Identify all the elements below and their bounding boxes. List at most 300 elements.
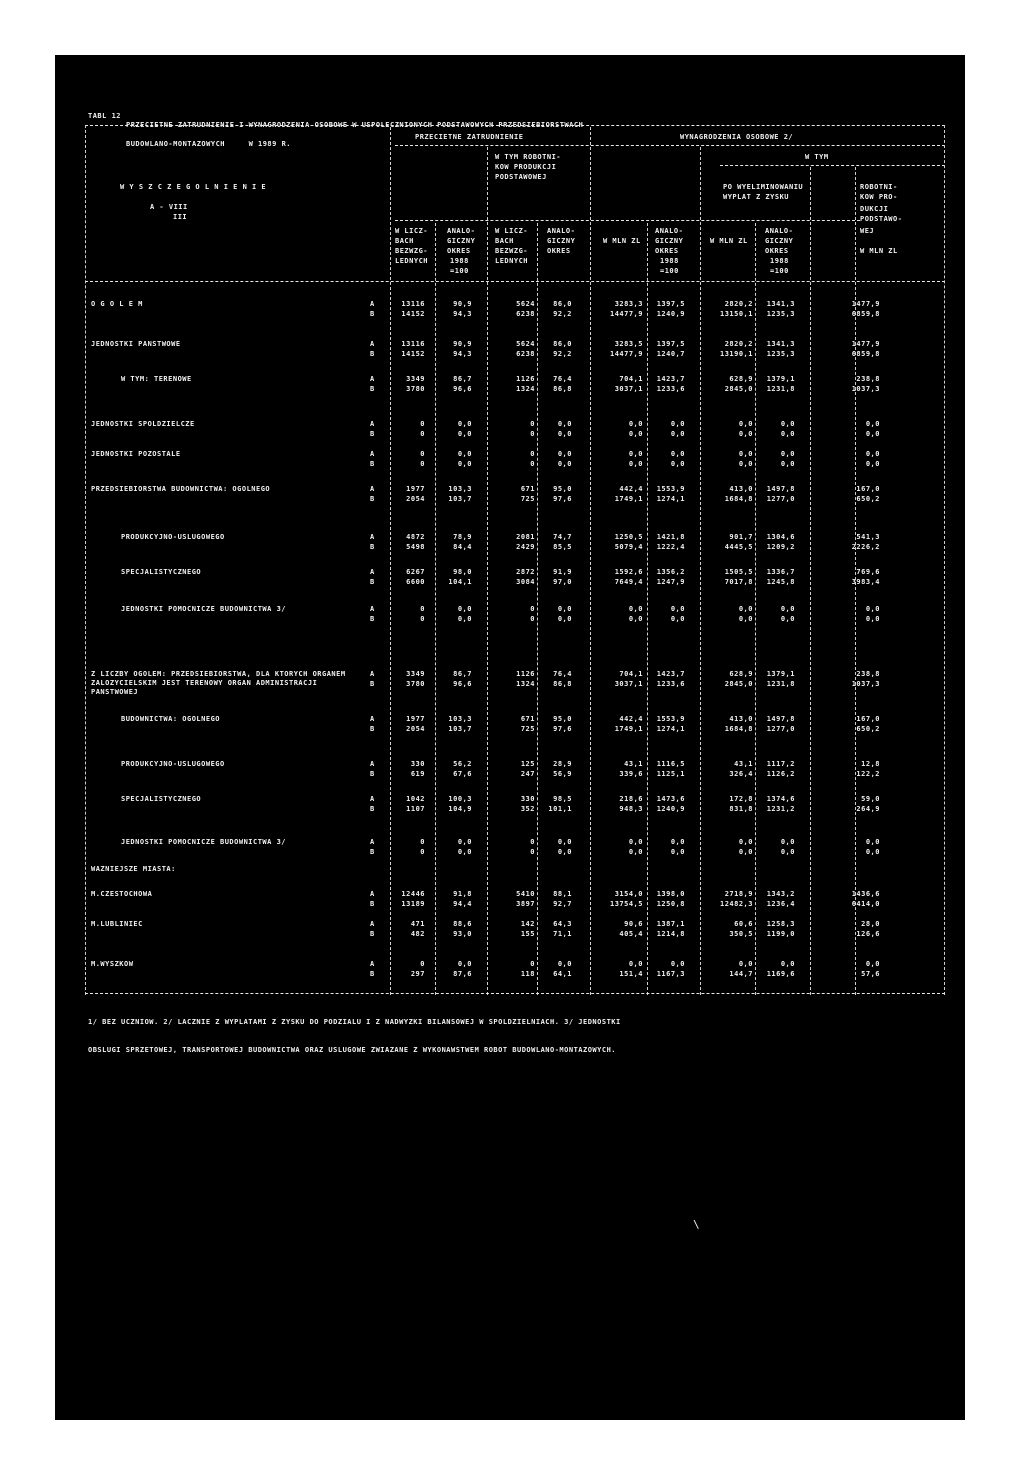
table-cell: 144,7 [729,970,753,978]
table-cell: 725 [520,725,535,733]
table-cell: 413,0 [729,715,753,723]
table-cell: 0,0 [865,450,880,458]
table-cell: 413,0 [729,485,753,493]
table-cell: 0,0 [670,838,685,846]
table-cell: 1042 [406,795,425,803]
table-cell: 0,0 [780,960,795,968]
table-cell: 85,5 [553,543,572,551]
table-cell: 1341,3 [766,300,795,308]
table-row [55,670,965,680]
table-cell: 5624 [516,340,535,348]
table-cell: 7649,4 [614,578,643,586]
table-cell: 1250,5 [614,533,643,541]
variant-label: B [370,578,375,586]
index-heading-d3: OKRES [765,247,789,255]
table-cell: 0,0 [557,848,572,856]
table-cell: 1117,2 [766,760,795,768]
table-cell: 264,9 [856,805,880,813]
table-row [55,495,965,505]
table-cell: 1374,6 [766,795,795,803]
table-cell: 1324 [516,680,535,688]
table-cell: 103,3 [448,485,472,493]
table-cell: 94,3 [453,310,472,318]
table-cell: 0,0 [557,960,572,968]
table-cell: 0 [420,450,425,458]
table-cell: 3897 [516,900,535,908]
variant-label: B [370,848,375,856]
table-cell: 12,8 [861,760,880,768]
count-heading-1: W LICZ- [395,227,429,235]
table-cell: 0,0 [738,430,753,438]
table-cell: 1387,1 [656,920,685,928]
table-cell: 1126,2 [766,770,795,778]
table-cell: 97,6 [553,495,572,503]
table-cell: 2820,2 [724,340,753,348]
table-cell: 4445,5 [724,543,753,551]
count-heading-4: LEDNYCH [395,257,429,265]
table-cell: 94,4 [453,900,472,908]
table-cell: 0,0 [557,615,572,623]
employment-group-heading: PRZECIETNE ZATRUDNIENIE [415,133,524,141]
table-cell: 4872 [406,533,425,541]
table-cell: 1341,3 [766,340,795,348]
table-cell: 76,4 [553,670,572,678]
table-cell: 238,8 [856,670,880,678]
table-cell: 1343,2 [766,890,795,898]
table-cell: 0 [420,460,425,468]
table-row [55,805,965,815]
index-heading-c3: OKRES [655,247,679,255]
table-row [55,605,965,615]
table-cell: 0,0 [628,430,643,438]
footnotes [88,1000,621,1074]
wtym-heading: W TYM [805,153,829,161]
table-cell: 218,6 [619,795,643,803]
table-cell: 101,1 [548,805,572,813]
table-cell: 725 [520,495,535,503]
table-cell: 1240,7 [656,350,685,358]
table-cell: 60,6 [734,920,753,928]
variant-label: A [370,760,375,768]
table-cell: 671 [520,715,535,723]
table-cell: 1397,5 [656,340,685,348]
index-heading-1: ANALO- [447,227,476,235]
variant-label: A [370,340,375,348]
table-cell: 0,0 [738,605,753,613]
after-elimination-heading-2: WYPLAT Z ZYSKU [723,193,790,201]
table-row [55,430,965,440]
table-cell: 541,3 [856,533,880,541]
variant-label: A [370,533,375,541]
table-cell: 0,0 [557,838,572,846]
variant-label: A [370,300,375,308]
table-cell: 90,9 [453,300,472,308]
table-cell: 96,6 [453,385,472,393]
table-cell: 0,0 [865,430,880,438]
table-cell: 1379,1 [766,670,795,678]
table-cell: 103,3 [448,715,472,723]
workers-heading-2: KOW PRODUKCJI [495,163,557,171]
table-cell: 1336,7 [766,568,795,576]
table-cell: 0 [530,605,535,613]
table-cell: 1274,1 [656,725,685,733]
index-heading-c1: ANALO- [655,227,684,235]
table-cell: 94,3 [453,350,472,358]
table-cell: 0,0 [738,450,753,458]
table-cell: 1240,9 [656,805,685,813]
table-cell: 91,8 [453,890,472,898]
table-cell: 14152 [401,310,425,318]
table-cell: 14152 [401,350,425,358]
table-row [55,340,965,350]
table-cell: 7017,8 [724,578,753,586]
table-cell: 92,7 [553,900,572,908]
table-cell: 95,0 [553,715,572,723]
table-cell: 650,2 [856,495,880,503]
table-cell: 0 [420,848,425,856]
table-cell: 0,0 [865,848,880,856]
index-heading-d4: 1988 [770,257,789,265]
variant-label: B [370,495,375,503]
row-label: BUDOWNICTWA: OGOLNEGO [121,715,221,723]
table-row [55,310,965,320]
table-cell: 1684,8 [724,725,753,733]
table-cell: 769,6 [856,568,880,576]
table-row [55,485,965,495]
count-heading-2: BACH [395,237,414,245]
production-heading-4: PODSTAWO- [860,215,903,223]
table-cell: 1126 [516,375,535,383]
table-cell: 0,0 [738,960,753,968]
table-cell: 0,0 [628,450,643,458]
index-heading-3: OKRES [447,247,471,255]
variant-label: B [370,930,375,938]
table-cell: 0,0 [738,838,753,846]
margin-mark: \ [693,1218,701,1231]
table-cell: 0 [530,450,535,458]
table-cell: 103,7 [448,495,472,503]
table-cell: 471 [410,920,425,928]
table-cell: 167,0 [856,485,880,493]
table-cell: 155 [520,930,535,938]
table-cell: 0,0 [738,420,753,428]
variant-label: B [370,970,375,978]
table-cell: 1477,9 [851,300,880,308]
table-cell: 172,8 [729,795,753,803]
table-cell: 0,0 [628,960,643,968]
table-cell: 3983,4 [851,578,880,586]
table-cell: 86,7 [453,375,472,383]
table-cell: 67,6 [453,770,472,778]
table-cell: 1167,3 [656,970,685,978]
table-cell: 0,0 [780,460,795,468]
table-cell: 0,0 [628,605,643,613]
stub-heading-2: A - VIII [150,203,188,211]
table-cell: 0,0 [670,960,685,968]
table-cell: 3283,5 [614,340,643,348]
table-cell: 1233,6 [656,680,685,688]
table-cell: 0 [420,838,425,846]
table-cell: 0 [420,605,425,613]
table-cell: 96,6 [453,680,472,688]
table-cell: 57,6 [861,970,880,978]
variant-label: A [370,960,375,968]
title-line-1: PRZECIETNE ZATRUDNIENIE I WYNAGRODZENIA OSOBOWE W USPOLECZNIONYCH PODSTAWOWYCH PRZEDSIEBIORSTWACH [126,121,584,129]
index-heading-c5: =100 [660,267,679,275]
table-cell: 59,0 [861,795,880,803]
table-cell: 14477,9 [609,350,643,358]
table-cell: 330 [410,760,425,768]
table-cell: 1126 [516,670,535,678]
table-cell: 1423,7 [656,375,685,383]
table-row [55,460,965,470]
table-cell: 1116,5 [656,760,685,768]
table-cell: 0,0 [557,605,572,613]
table-cell: 1277,0 [766,725,795,733]
table-cell: 1398,0 [656,890,685,898]
variant-label: A [370,795,375,803]
variant-label: A [370,715,375,723]
table-cell: 2872 [516,568,535,576]
stub-heading: W Y S Z C Z E G O L N I E N I E [120,183,267,191]
table-cell: 0,0 [738,460,753,468]
index-heading-d5: =100 [770,267,789,275]
title-line-2: BUDOWLANO-MONTAZOWYCH W 1989 R. [126,140,292,148]
index-heading-4: 1988 [450,257,469,265]
table-cell: 13754,5 [609,900,643,908]
table-cell: 326,4 [729,770,753,778]
row-label: JEDNOSTKI POMOCNICZE BUDOWNICTWA 3/ [121,605,287,613]
table-cell: 1222,4 [656,543,685,551]
footnote-line-2: OBSLUGI SPRZETOWEJ, TRANSPORTOWEJ BUDOWNICTWA ORAZ USLUGOWE ZWIAZANE Z WYKONAWSTWEM ROBOT BUDOWLANO-MONTAZOWYCH. [88,1046,617,1054]
table-cell: 1231,8 [766,385,795,393]
table-cell: 98,0 [453,568,472,576]
table-cell: 1235,3 [766,350,795,358]
table-cell: 64,1 [553,970,572,978]
scanned-page [55,55,965,1420]
table-cell: 0,0 [457,450,472,458]
table-row [55,680,965,690]
variant-label: B [370,770,375,778]
table-cell: 104,1 [448,578,472,586]
table-cell: 1749,1 [614,725,643,733]
table-cell: 1231,8 [766,680,795,688]
table-cell: 1592,6 [614,568,643,576]
row-label: SPECJALISTYCZNEGO [121,568,202,576]
table-cell: 5410 [516,890,535,898]
table-cell: 91,9 [553,568,572,576]
table-cell: 442,4 [619,485,643,493]
variant-label: A [370,420,375,428]
table-cell: 0,0 [865,960,880,968]
table-cell: 88,6 [453,920,472,928]
row-label: W TYM: TERENOWE [121,375,192,383]
table-cell: 13116 [401,340,425,348]
table-cell: 1497,8 [766,715,795,723]
table-cell: 104,9 [448,805,472,813]
table-cell: 1397,5 [656,300,685,308]
table-cell: 0,0 [457,838,472,846]
variant-label: B [370,350,375,358]
table-cell: 0,0 [457,420,472,428]
table-cell: 0,0 [780,848,795,856]
table-cell: 0,0 [557,460,572,468]
table-cell: 167,0 [856,715,880,723]
variant-label: B [370,900,375,908]
table-row [55,930,965,940]
row-label: M.CZESTOCHOWA [91,890,153,898]
table-cell: 90,6 [624,920,643,928]
table-cell: 650,2 [856,725,880,733]
row-label: JEDNOSTKI POMOCNICZE BUDOWNICTWA 3/ [121,838,287,846]
table-cell: 71,1 [553,930,572,938]
table-row [55,350,965,360]
table-cell: 0,0 [670,605,685,613]
table-cell: 442,4 [619,715,643,723]
variant-label: A [370,485,375,493]
variant-label: A [370,670,375,678]
table-cell: 95,0 [553,485,572,493]
table-cell: 1231,2 [766,805,795,813]
table-cell: 125 [520,760,535,768]
table-cell: 0,0 [670,420,685,428]
table-cell: 86,8 [553,680,572,688]
table-cell: 1749,1 [614,495,643,503]
header-top-rule [85,125,945,126]
table-row [55,568,965,578]
count-heading-b4: LEDNYCH [495,257,529,265]
index-heading-c4: 1988 [660,257,679,265]
table-cell: 352 [520,805,535,813]
table-cell: 0 [530,960,535,968]
mln-heading-2: W MLN ZL [710,237,748,245]
table-cell: 1553,9 [656,715,685,723]
table-cell: 948,3 [619,805,643,813]
table-cell: 6600 [406,578,425,586]
table-row [55,420,965,430]
count-heading-b1: W LICZ- [495,227,529,235]
table-cell: 13189 [401,900,425,908]
production-heading-2: KOW PRO- [860,193,898,201]
variant-label: A [370,605,375,613]
row-label: M.LUBLINIEC [91,920,143,928]
table-cell: 0,0 [457,430,472,438]
table-cell: 1684,8 [724,495,753,503]
table-cell: 3349 [406,375,425,383]
table-cell: 1553,9 [656,485,685,493]
table-row [55,533,965,543]
table-cell: 1245,8 [766,578,795,586]
row-label: JEDNOSTKI PANSTWOWE [91,340,181,348]
row-label: Z LICZBY OGOLEM: PRZEDSIEBIORSTWA, DLA KTORYCH ORGANEM ZALOZYCIELSKIM JEST TERENOWY ORGAN ADMINISTRACJI PANSTWOWEJ [91,670,346,696]
table-cell: 1199,0 [766,930,795,938]
table-cell: 1209,2 [766,543,795,551]
table-bottom-rule [85,993,945,994]
table-cell: 0,0 [865,420,880,428]
table-cell: 2845,0 [724,385,753,393]
production-heading-5: WEJ [860,227,875,235]
table-cell: 1037,3 [851,385,880,393]
footnote-line-1: 1/ BEZ UCZNIOW. 2/ LACZNIE Z WYPLATAMI Z ZYSKU DO PODZIALU I Z NADWYZKI BILANSOWEJ W SPOLDZIELNIACH. 3/ JEDNOSTKI [88,1018,621,1026]
table-cell: 78,9 [453,533,472,541]
table-cell: 1247,9 [656,578,685,586]
table-cell: 1169,6 [766,970,795,978]
table-cell: 103,7 [448,725,472,733]
table-row [55,375,965,385]
table-cell: 1423,7 [656,670,685,678]
variant-label: B [370,725,375,733]
table-cell: 0,0 [670,615,685,623]
table-cell: 247 [520,770,535,778]
table-cell: 1107 [406,805,425,813]
table-cell: 86,8 [553,385,572,393]
table-cell: 628,9 [729,670,753,678]
table-row [55,795,965,805]
table-cell: 2718,9 [724,890,753,898]
workers-heading-3: PODSTAWOWEJ [495,173,547,181]
table-cell: 74,7 [553,533,572,541]
table-cell: 704,1 [619,670,643,678]
table-cell: 1505,5 [724,568,753,576]
table-cell: 56,9 [553,770,572,778]
table-cell: 0 [420,430,425,438]
table-cell: 901,7 [729,533,753,541]
table-row [55,770,965,780]
table-cell: 1356,2 [656,568,685,576]
table-cell: 6859,8 [851,310,880,318]
column-divider [944,125,945,995]
production-heading-3: DUKCJI [860,205,889,213]
table-cell: 0,0 [628,848,643,856]
table-cell: 1240,9 [656,310,685,318]
row-label: O G O L E M [91,300,143,308]
table-cell: 0,0 [780,420,795,428]
variant-label: B [370,680,375,688]
mln-heading-3: W MLN ZL [860,247,898,255]
table-cell: 0,0 [780,430,795,438]
variant-label: B [370,430,375,438]
table-cell: 1324 [516,385,535,393]
table-cell: 2054 [406,495,425,503]
variant-label: B [370,385,375,393]
table-cell: 3780 [406,680,425,688]
table-row [55,615,965,625]
variant-label: A [370,568,375,576]
table-cell: 1497,8 [766,485,795,493]
table-row [55,960,965,970]
table-cell: 0,0 [780,838,795,846]
table-cell: 0,0 [865,838,880,846]
workers-heading-1: W TYM ROBOTNI- [495,153,562,161]
table-cell: 0,0 [780,450,795,458]
table-cell: 12482,3 [719,900,753,908]
variant-label: A [370,920,375,928]
index-heading-b2: GICZNY [547,237,576,245]
table-row [55,890,965,900]
table-cell: 831,8 [729,805,753,813]
table-cell: 6238 [516,350,535,358]
count-heading-3: BEZWZG- [395,247,429,255]
table-cell: 13190,1 [719,350,753,358]
table-cell: 0,0 [865,615,880,623]
table-cell: 6238 [516,310,535,318]
table-cell: 43,1 [734,760,753,768]
table-row [55,385,965,395]
table-cell: 56,2 [453,760,472,768]
index-heading-2: GICZNY [447,237,476,245]
table-cell: 0,0 [670,450,685,458]
table-row [55,970,965,980]
